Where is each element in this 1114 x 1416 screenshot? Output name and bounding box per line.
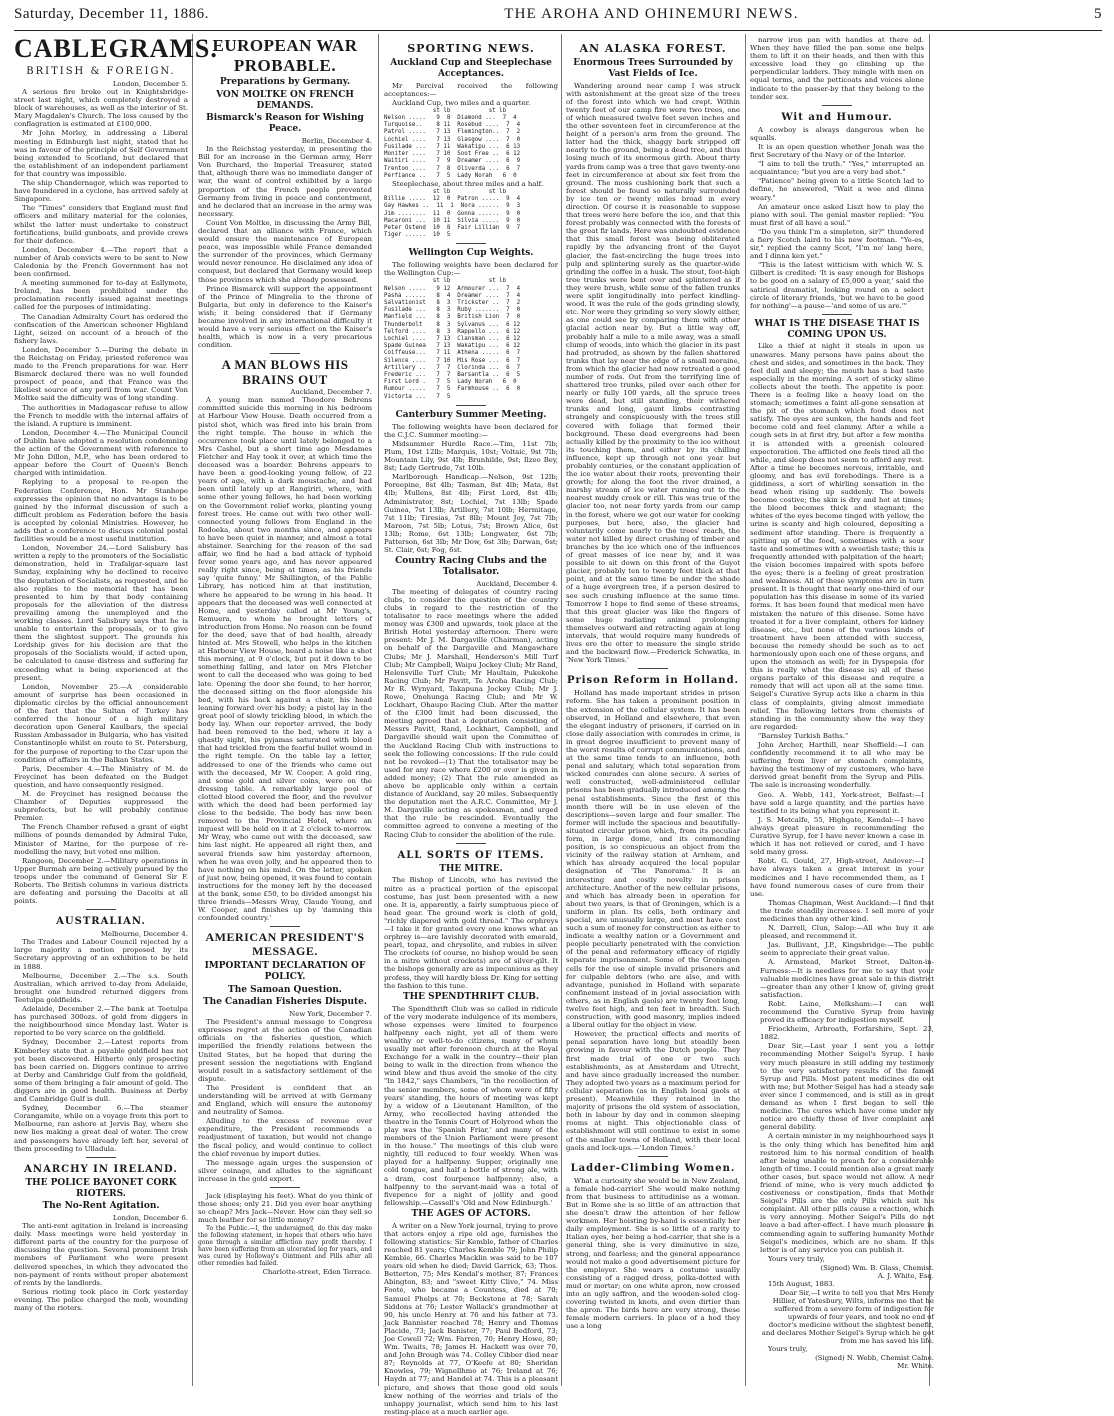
- column-sporting: [384, 36, 558, 1416]
- article-body: [14, 88, 188, 905]
- kicker: Bismarck's Reason for Wishing Peace.: [206, 113, 364, 135]
- article-body: [384, 876, 558, 989]
- paragraph: The Canadian Admiralty Court has ordered the confiscation of the American schooner Highland Light, seized on account of a breach of the fishery laws.: [14, 312, 188, 345]
- paragraph: Holland has made important strides in prison reform. She has taken a prominent position in the extension of the cellular system. It has been observed, in Holland and elsewhere, that even the elegant industry of prisoners, if carried on in close daily association with comrades in crime, is in great degree insufficient to prevent many of the worst results of corrupt communications, and at the same time tends to an influence, both penal and salutary, which total separation from wicked comrades can alone secure. A series of well constructed, well-administered cellular prisons has been gradually introduced among the penal establishments. Since the first of this month there will be in use eleven of the descriptions—seven large and four smaller. The former will include the spacious and beautifully-situated circular prison which, from its peculiar form, in large dome, and its commanding position, is so conspicuous an object from the vicinity of the railway station at Arnhem, and which has already acquired the local popular designation of 'The Panorama.' It is an interesting and costly novelty in prison architecture. Another of the new cellular prisons, and which has already been in operation for about two years, is that of Groningen, which is a uniform in plan. Its cells, both ordinary and special, are unusually large, and most have cost such a sum of money for construction as either to indicate a wealthy nation or a Government and people peculiarly penetrated with the conviction of the penal and reformatory efficacy of rigidly separate imprisonment. Some of the Groningen cells for the use of simple invalid prisoners and for culpable debtors (who are also, and with advantage, punished in Holland with separate confinement instead of in jovial association with others, as in English gaols) are twenty feet long, twelve feet high, and ten feet in breadth. Such construction, with good masonry, implies indeed a liberal outlay for the object in view.: [566, 689, 740, 1030]
- paragraph: "Patience" being given to a little Scotch lad to define, he answered, "Wait a wee and dinna weary.": [750, 177, 924, 202]
- paragraph: To the Public.—I, the undersigned, do this day make the following statement, in hopes that others who have gone through a similar affliction may profit thereby. I have been suffering from an ulcerated leg for years, and was cured by Holloway's Ointment and Pills after all other remedies had failed.: [198, 1225, 372, 1268]
- wit-humour-headline: Wit and Humour.: [781, 111, 893, 123]
- date: Dear Sir,—I write to tell you that Mrs Henry Hillier, of Yatesbury, Wilts, informs me that he suffered from a severe form of indigestion for upwards of four years, and took no end of doctor's medicine without the slightest benefit, and declares Mother Seigel's Syrup which he got from me has saved his life.: [761, 1289, 934, 1345]
- paragraph: Jack (displaying his feet). What do you think of those shoes; only 21. Did you ever hear anything so cheap? Mrs Jack—Never. How can they sell so much leather for so little money?: [198, 1192, 372, 1225]
- paragraph: London, December 4.—The report that a number of Arab convicts were to be sent to New Caledonia by the French Government has not been confirmed.: [14, 245, 188, 279]
- article-body: [384, 261, 558, 277]
- article-body: [750, 36, 924, 101]
- kicker: THE POLICE BAYONET CORK RIOTERS.: [25, 1177, 177, 1199]
- paragraph: A. Armstead, Market Street, Dalton-in-Furness:—It is needless for me to say that your valuable medicines have great sale in this district—greater than any other I know of, giving great satisfaction.: [760, 958, 934, 999]
- paragraph: Serious rioting took place in Cork yesterday evening. The police charged the mob, wounding many of the rioters.: [14, 1287, 188, 1313]
- masthead-rule: [14, 30, 1102, 31]
- paragraph: Like a thief at night it steals in upon us unawares. Many persons have pains about the chest and sides, and sometimes in the back. They feel dull and sleepy; the mouth has a bad taste especially in the morning. A sort of sticky slime collects about the teeth. The appetite is poor. There is a feeling like a heavy load on the stomach; sometimes a faint all-gone sensation at the pit of the stomach which food does not satisfy. The eyes are sunken, the hands and feet become cold and feel clammy. After a while a cough sets in at first dry, but after a few months it is attended with a greenish coloured expectoration. The afflicted one feels tired all the while, and sleep does not seem to afford any rest. After a time he becomes nervous, irritable, and gloomy, and has evil forebodings. There is a giddiness, a sort of whirling sensation in the head when rising up suddenly. The bowels become costive; the skin is dry and hot at times; the blood becomes thick and stagnant; the whites of the eyes become tinged with yellow, the urine is scanty and high coloured, depositing a sediment after standing. There is frequently a spitting up of the food, sometimes with a sour taste and sometimes with a sweetish taste; this is frequently attended with palpitation of the heart; the vision becomes impaired with spots before the eyes; there is a feeling of great prostration and weakness. All of these symptoms are in turn present. It is thought that nearly one-third of our population has this disease in some of its varied forms. It has been found that medical men have mistaken the nature of this disease. Some have treated it for a liver complaint, others for kidney disease, etc., but none of the various kinds of treatment have been attended with success, because the remedy should be such as to act harmoniously upon each one of these organs, and upon the stomach as well; for in Dyspepsia (for this is really what the disease is) all of these organs partake of this disease and require a remedy that will act upon all at the same time. Seigel's Curative Syrup acts like a charm in this class of complaints, giving almost immediate relief. The following letters from chemists of standing in the community show the way they are regarded:: [750, 342, 924, 731]
- steeplechase-table: st lb st lb Billie ..... 12 0 Patron ..... 9 4 Gay Hawkes .. 11 1 Nora ...... 9 3 Jim ........ 11 0 Gonna ...... 9 0 Macaroni ... 10 11 Silvia ..... 9 0 Peter Ostend 10 8 Fair Lillian 9 7 Tiger ...... 10 5: [384, 189, 521, 239]
- alaska-forest-headline: AN ALASKA FOREST.: [579, 42, 727, 55]
- suicide-headline: A MAN BLOWS HIS BRAINS OUT: [221, 357, 349, 388]
- paragraph: Jas. Bullivant, J.P., Kingsbridge:—The public seem to appreciate their great value.: [760, 941, 934, 958]
- paragraph: The "Times" considers that England must find officers and military material for the colonies, whilst the latter must undertake to construct fortifications, build gunboats, and provide crews for their defence.: [14, 204, 188, 245]
- paragraph: Marlborough Handicap.—Nelson, 9st 12lb; Poreepine, 8st 4lb; Tasman, 8st 4lb; Mata, 8st 4lb; Mullens, 8st 4lb; First Lord, 8st 4lb; Administrator, 8st; Lochiel, 7st 13lb; Spade Guinea, 7st 13lb; Artillery, 7st 10lb; Hermitage, 7st 11lb; Tiresias, 7st 8lb; Mount Joy, 7st 7lb; Maroon, 7st 5lb; Lotus, 7st; Brown Alice, 6st 13lb; Rome, 6st 13lb; Longwater, 6st 7lb; Patterson, 6st 3lb; Mr Dow, 6st 3lb; Darwan, 6st; St. Clair, 6st; Fog, 6st.: [384, 473, 558, 555]
- paragraph: Adelaide, December 2.—The bank at Teetulpa has purchased 300ozs. of gold from diggers in the neighbourhood since Monday last. Water is reported to be very scarce on the goldfield.: [14, 1005, 188, 1038]
- paragraph: The ship Chandernagor, which was reported to have foundered in a cyclone, has arrived safely at Singapore.: [14, 179, 188, 204]
- paragraph: J. S. Metcalfe, 55, Highgate, Kendal:—I have always great pleasure in recommending the Curative Syrup, for I have never known a case in which it has not relieved or cured, and I have sold many gross.: [750, 815, 924, 857]
- article-body: [198, 1192, 372, 1267]
- paragraph: "Barnsley Turkish Baths.": [758, 731, 849, 740]
- paragraph: The Spendthrift Club was so called in ridicule of the very moderate indulgence of its members, whose expenses were limited to fourpence halfpenny each night, yet all of them were wealthy or well-to-do citizens, many of whom usually met after forenoon church at the Royal Exchange for a walk in the country—their plan being to walk in the direction from whence the wind blew and thus avoid the smoke of the city. "In 1842," says Chambers, "in the recollection of the senior members, some of whom were of fifty years' standing, the hours of meeting was kept by a widow of a Lieutenant Hamilton, of the Army, who recollected having attended the theatre in the Tennis Court of Holyrood when the play was the 'Spanish Friar,' and many of the members of the Union Parliament were present in the house." The meetings of this club were nightly, till reduced to four weekly. When was played for a halfpenny. Supper, originally one cold tongue, and half a bottle of strong ale, with a dram, cost fourpence halfpenny; also, a halfpenny to the servant-maid was a total of fivepence for a night of jollity and good fellowship.—Cassell's 'Old and New Edinburgh.': [384, 1004, 558, 1207]
- paragraph: A serious fire broke out in Knightsbridge-street last night, which completely destroyed a block of warehouses, as well as the interior of St. Mary Magdalen's Church. The loss caused by the conflagration is estimated at £100,000.: [14, 88, 188, 129]
- article-body: [566, 689, 740, 1151]
- separator: [822, 314, 852, 315]
- article-body: [384, 1222, 558, 1416]
- page-number: 5: [1094, 6, 1102, 22]
- paragraph: Replying to a proposal to re-open the Federation Conference, Hon. Mr Stanhope expresses the opinion that no advantage is to be gained by the informal discussion of such a difficult problem as Federation before the basis is accepted by colonial Ministries. However, he adds that a conference to discuss colonial postal facilities would be a most useful institution.: [14, 478, 188, 544]
- paragraph: Dear Sir,—Last year I sent you a letter recommending Mother Seigel's Syrup. I have very much pleasure in still adding my testimony to the very satisfactory results of the famed Syrup and Pills. Most patent medicines die out with me; but Mother Seigel has had a steady sale ever since I commenced, and is still as in great demand as when I first began to sell the medicine. The cures which have come under my notice are chiefly those of liver complaint and general debility.: [760, 1042, 934, 1132]
- disease-headline: WHAT IS THE DISEASE THAT IS COMING UPON US.: [754, 318, 920, 340]
- kicker: THE SPENDTHRIFT CLUB.: [402, 991, 540, 1002]
- kicker: THE AGES OF ACTORS.: [411, 1208, 531, 1219]
- column-divider: [378, 34, 379, 1386]
- separator: [456, 243, 486, 244]
- dateline: London, December 6.: [112, 1214, 188, 1223]
- paragraph: A meeting summoned for to-day at Eallymote, Ireland, has been prohibited under the proclamation recently issued against meetings called for the purposes of intimidating.: [14, 279, 188, 312]
- masthead: [14, 6, 1102, 28]
- paragraph: What a curiosity she would be in New Zealand, a female hod-carrier! She would make nothing from that business to attitudinise as a woman. But in Rome she is so little of an attraction that she doesn't draw the attention of her fellow workmen. Her hoisting by-hand is essentially her daily employment. She is so little of a rarity to Italian eyes, her being a hod-carrier, that she is a general thing, she is very diminutive in size, strong, and fearless; and the general appearance would not make a good advertisement picture for the employer. She wears a costume usually consisting of a ragged dress, polka-dotted with mud or mortar; on one white apron, now crossed into an ugly saffron, and the wooden-soled clog-covering twisted in knots, and even dirtier than the apron. The birds here are very strong, these female modern carriers. In place of a hod they use a long: [566, 1176, 740, 1331]
- australian-heading: AUSTRALIAN.: [56, 916, 146, 928]
- column-wit-disease: [750, 36, 1102, 1386]
- kicker: The Samoan Question.: [228, 984, 342, 995]
- anarchy-heading: ANARCHY IN IRELAND.: [24, 1163, 178, 1175]
- paragraph: Friockheim, Arbroath, Forfarshire, Sept. 23, 1882.: [760, 1025, 934, 1042]
- paragraph: "Do you think I'm a simpleton, sir?" thundered a fiery Scotch laird to his new footman. "Ye-es, sir," replied the canny Scot, "I'm no' lang here, and I dinna ken yet.": [750, 227, 924, 261]
- column-wit-disease-right: [760, 899, 934, 1371]
- kicker: Enormous Trees Surrounded by Vast Fields of Ice.: [573, 58, 733, 79]
- column-divider: [745, 34, 746, 1386]
- signature: A. J. White, Esq.: [877, 1271, 934, 1280]
- paragraph: 15th August, 1883.: [768, 1279, 835, 1288]
- paragraph: Sydney, December 6.—The steamer Corangamite, while on a voyage from this port to Melbourne, ran ashore at Jervis Bay, where she now lies making a great deal of water. The crew and passengers have already left her, several of them proceeding to Ulladula.: [14, 1104, 188, 1153]
- paragraph: N. Darrell, Clun, Salop:—All who buy it are pleased, and recommend it.: [760, 924, 934, 941]
- issue-date: Saturday, December 11, 1886.: [14, 6, 209, 22]
- article-body: [566, 82, 740, 665]
- article-body: [198, 145, 372, 349]
- article-body: [760, 1280, 934, 1288]
- ladder-women-headline: Ladder-Climbing Women.: [570, 1162, 736, 1174]
- kicker: The No-Rent Agitation.: [42, 1201, 160, 1212]
- article-body: [14, 938, 188, 1152]
- kicker: Preparations by Germany.: [219, 77, 351, 88]
- paragraph: A cowboy is always dangerous when he squalls.: [750, 125, 924, 142]
- paragraph: Yours very truly,: [768, 1254, 825, 1263]
- paragraph: John Archer, Harthill, near Sheffield:—I can confidently recommend it to all who may be suffering from liver or stomach complaints, having the testimony of my customers, who have derived great benefit from the Syrup and Pills. The sale is increasing wonderfully.: [750, 741, 924, 790]
- article-body: [566, 1177, 740, 1331]
- paragraph: Robt. G. Gould, 27, High-street, Andover:—I have always taken a great interest in your medicines and I have recommended them, as I have found numerous cases of cure from their use.: [750, 857, 924, 898]
- dateline: Auckland, December 4.: [476, 579, 558, 588]
- kicker: THE MITRE.: [439, 863, 503, 874]
- paragraph: The meeting of delegates of country racing clubs, to consider the question of the country clubs in regard to the restriction of the totalisator to race meetings where the added money was £300 and upwards, took place at the British Hotel yesterday afternoon. There were present: Mr J. M. Dargaville (Chairman), acting on behalf of the Dargaville and Mangawhare Clubs; Mr J. Marshall, Henderson's Mill Turf Club; Mr Campbell, Waipu Jockey Club; Mr Rand, Helensville Turf Club; Mr Haultain, Pukekohe Racing Club; Mr Pavitt, Te Aroha Racing Club; Mr R. Wynyard, Takapuna Jockey Club; Mr J. Rowe, Onehunga Racing Club; and Mr W. Lockhart, Ohaupo Racing Club. After the matter of the £300 limit had been discussed, the meeting agreed that a deputation consisting of Messrs Pavitt, Rand, Lockhart, Campbell, and Dargaville should wait upon the Committee of the Auckland Racing Club with instructions to seek the following concessions: If the rule could not be revoked—(1) That the totalisator may be used for any race where £200 or over is given in added money; (2) That the rule amended as above be applicable only within a certain distance of Auckland, say 20 miles. Subsequently the deputation met the A.R.C. Committee, Mr J. M. Dargaville acting as spokesman, and urged that the rule be rescinded. Eventually the committee agreed to convene a meeting of the Racing Club to consider the abolition of the rule.: [384, 587, 558, 839]
- column-divider: [192, 34, 193, 1386]
- column-alaska-forest: [566, 36, 740, 1386]
- article-body: [384, 180, 558, 188]
- article-body: [760, 1345, 934, 1353]
- paragraph: The anti-rent agitation in Ireland is increasing daily. Mass meetings were held yesterday in different parts of the country for the purpose of discussing the question. Several prominent Irish members of Parliament who were present delivered speeches, in which they advocated the non-payment of rents without proper abatement of rents by the landlords.: [14, 1222, 188, 1287]
- article-body: [14, 1222, 188, 1312]
- paragraph: An amateur once asked Liszt how to play the piano with soul. The genial master replied: "You must first of all have a soul.": [750, 202, 924, 227]
- paragraph: Prince Bismarck will support the appointment of the Prince of Mingrelia to the throne of Bulgaria, but only in deference to the Kaiser's wish; it being considered that if Germany became involved in any international difficulty it would have a very serious effect on the Kaiser's health, which is now in a very precarious condition.: [198, 284, 372, 350]
- signature: (Signed) N. Webb, Chemist Calne.: [815, 1354, 934, 1363]
- separator: [86, 1157, 116, 1158]
- paragraph: Rangoon, December 2.—Military operations in Upper Burmah are being actively pursued by the troops under the command of General Sir F. Roberts. The British columns in various districts are defeating and pursuing the Dacoits at all points.: [14, 856, 188, 906]
- all-sorts-headline: ALL SORTS OF ITEMS.: [397, 849, 545, 861]
- dateline: Berlin, December 4.: [301, 137, 372, 146]
- auckland-cup-table: st lb st lb Nelson ..... 9 8 Diamond ... 7 4 Turquoise.. 8 11 Rosebud .... 7 4 Patrol ..... 7 13 Flemington.. 7 2 Lochiel .... 7 13 Glasgow .... 7 0 Fusilade ... 7 11 Wakatipu ... 6 13 Moniter .... 7 10 Soot Free .. 6 12 Waitiri .... 7 9 Dreamer .... 6 9 Trenton .... 7 8 Oliverda ... 6 7 Perfiance .. 7 5 Lady Norah 6 0: [384, 107, 521, 179]
- paragraph: narrow iron pan with handles at there ad. When they have filled the pan some one helps them to lift it on their heads, and then with this excessive load they go climbing up the perpendicular ladders. They mingle with men on equal terms, and the petticoats and voices alone indicate to the passer-by that they belong to the tender sex.: [750, 36, 924, 101]
- signature: (Signed) Wm. B. Glass, Chemist.: [820, 1263, 934, 1272]
- paragraph: A young man named Theodore Behrens committed suicide this morning in his bedroom at Harbour View House. Death occurred from a pistol shot, which was fired into his brain from the right temple. The house in which the occurrence took place until lately belonged to a Mrs Cashel, but a short time ago Mesdames Fletcher and Hay took it over, at which time the deceased was a boarder. Behrens appears to have been a good-looking young fellow, of 22 years of age, with a dark moustache, and had been until lately up at Rangiriri, where, with some other young fellows, he had been working on the Government relief works, planting young forest trees. He came out with two other well-connected young fellows from England in the Rodoeka, about two months since, and appears to have been quiet in manner, and almost a total abstainer. Searching for the reason of the sad affair, we find he had a bad attack of typhoid fever some years ago, and has never appeared really right since, being at times, as his friends say 'quite funny.' Mr Shillington, of the Public Library, has noticed him at that institution, where he appeared to be wrong in his head. It appears that the deceased was well connected at Home, and yesterday called at Mr Young's, Remuera, to whom he brought letters of introduction from Home. No reason can be found for the deed, save that of bad health, already hinted at. Mrs Stowell, who helps in the kitchen at Harbour View House, heard a noise like a shot this morning, at 9 o'clock, but put it down to be something falling, and later on Mrs Fletcher went to call the deceased who was going to bed late. Opening the door she found, to her horror, the deceased sitting on the floor alongside his bed, with his back against a chair, his head leaning forward over his body; a pistol lay in the great pool of slowly trickling blood, in which the body lay. When our reporter arrived, the body had been removed to the bed, where it lay a ghastly sight, his pyjamas saturated with blood that had trickled from the fearful bullet wound in the right temple. On the table lay a letter, addressed to one of the friends who came out with the deceased, Mr W. Cooper. A gold ring, and some gold and silver coins, were on the dressing table. A remarkably large pool of clotted blood covered the floor, and the revolver with which the deed had been performed lay close to the bedside. The body has now been removed to the Provincial Hotel, where an inquest will be held on it at 2 o'clock to-morrow. Mr Wray, who came out with the deceased, saw him last night. He appeared all right then, and several friends saw him yesterday afternoon, when he was even jolly, and he appeared then to have nothing on his mind. On the letter, spoken of just now, being opened, it was found to contain instructions for the money left by the deceased at the bank, some £50, to be divided amongst his three friends—Messrs Wray, Claude Young, and W. Cooper, and finishes up by 'damning this confounded country.': [198, 396, 372, 923]
- kicker: Wellington Cup Weights.: [408, 248, 534, 259]
- kicker: Canterbury Summer Meeting.: [395, 409, 547, 420]
- paragraph: The President's annual message to Congress expresses regret at the action of the Canadian officials on the fisheries question, which imperilled the friendly relations between the United States, but he hoped that during the present session the negotiations with England would result in a satisfactory settlement of the dispute.: [198, 1018, 372, 1083]
- dateline: New York, December 7.: [289, 1010, 372, 1019]
- paragraph: London, December 4.—The Municipal Council of Dublin have adopted a resolution condemning the action of the Government with reference to Mr John Dillon, M.P., who has been ordered to appear before the Court of Queen's Bench charged with intimidation.: [14, 428, 188, 478]
- separator: [638, 668, 668, 669]
- kicker: Auckland Cup and Steeplechase Acceptances.: [390, 58, 552, 79]
- paragraph: A certain minister in my neighbourhood says it is the only thing which has benefited him and restored him to his normal condition of health after being unable to preach for a considerable length of time. I could mention also a great many other cases, but space would not allow. A near friend of mine, who is very much addicted to costiveness or constipation, finds that Mother Seigel's Pills are the only Pills which suit his complaint. All other pills cause a reaction, which is very annoying. Mother Seigel's Pills do not leave a bad after-effect. I have much pleasure in commending again to suffering humanity Mother Seigel's medicines, which are no sham. If this letter is of any service you can publish it.: [760, 1132, 934, 1254]
- kicker: IMPORTANT DECLARATION OF POLICY.: [204, 960, 366, 982]
- paragraph: Mr Percival received the following acceptances:—: [384, 81, 558, 98]
- column-cablegrams: [14, 34, 218, 1386]
- article-body: [384, 588, 558, 839]
- separator: [270, 1187, 300, 1188]
- separator: [456, 843, 486, 844]
- prison-reform-headline: Prison Reform in Holland.: [566, 675, 740, 687]
- dateline: London, December 5.: [112, 80, 188, 88]
- paragraph: Steeplechase, about three miles and a half.: [392, 179, 544, 188]
- article-body: [384, 1005, 558, 1207]
- paragraph: The authorities in Madagascar refuse to allow the French to meddle with the internal affairs of the island. A rupture is imminent.: [14, 403, 188, 428]
- article-body: [198, 1018, 372, 1183]
- paragraph: Sydney, December 2.—Latest reports from Kimberley state that a payable goldfield has not yet been discovered. Hitherto only prospecting has been carried on. Diggers continue to arrive at Derby and Cambridge Gulf from the goldfield, some of them bringing a fair amount of gold. The diggers are in good health. Business at Derby and Cambridge Gulf is dull.: [14, 1038, 188, 1104]
- paragraph: The Bishop of Lincoln, who has revived the mitre as a practical portion of the episcopal costume, has just been presented with a new one. It is, apparently, a fairly sumptuous piece of head gear. The ground work is cloth of gold, "richly diapered with gold thread." The orphreys—I take it for granted every one knows what an orphrey is—are lavishly decorated with emerald, pearl, topaz, and chrysolite, and rubies in silver. The crockets (of course, no bishop would be seen in a mitre without crockets) are of silver-gilt. It the bishops generally are as impecunious as they profess, they will hardly bless Dr. King for setting the fashion to this tune.: [384, 876, 558, 990]
- paragraph: Geo. A. Webb, 141, York-street, Belfast:—I have sold a large quantity, and the parties have testified to its being what you represent it.: [750, 790, 924, 815]
- paragraph: "I aim to tell the truth." "Yes," interrupted an acquaintance; "but you are a very bad shot.": [750, 160, 924, 177]
- kicker: VON MOLTKE ON FRENCH DEMANDS.: [216, 89, 354, 111]
- european-war-headline: EUROPEAN WAR PROBABLE.: [212, 36, 358, 75]
- paragraph: Auckland Cup, two miles and a quarter.: [392, 98, 531, 107]
- cablegrams-headline: CABLEGRAMS.: [14, 34, 218, 63]
- separator: [456, 405, 486, 406]
- column-wit-disease-left: [750, 36, 924, 899]
- signature: Mr. White.: [897, 1362, 934, 1371]
- paragraph: London, November 24.—Lord Salisbury has written a reply to the promoters of the Socialistic demonstration, held in Trafalgar-square last Sunday, explaining why he declined to receive the deputation of Socialists, as requested, and he also replies to the memorial that has been presented to him by that body containing proposals for the alleviation of the distress prevailing among the unemployed and the working classes. Lord Salisbury says that he is unable to entertain the proposals, or to give them the slightest support. The grounds his Lordship gives for his decision are that the proposals of the Socialists would, if acted upon, be calculated to cause distress and suffering far exceeding what is being experienced at the present.: [14, 544, 188, 682]
- article-body: [750, 126, 924, 310]
- paragraph: A writer on a New York journal, trying to prove that actors enjoy a ripe old age, furnishes the following statistics: Sir Kemble, father of Charles reached 81 years; Charles Kemble 79; John Philip Kemble, 66. Charles Macklin was said to be 107 years old when he died; David Garrick, 63; Thos. Betterton, 75; Mrs Kendal's mother, 87; Frances Abington, 83; and "sweet Kitty Clive," 74. Miss Foote, who became a Countess, died at 70; Samuel Phelps at 70; Beckstone at 78; Sarah Siddons at 76; Lester Wallack's grandmother at 90, his uncle Henry at 76 and his father at 73. Jack Bannister reached 78; Henry and Thomas Placide, 73; Jack Banister, 77; Paul Bedford, 73; Joe Cowell 72; Wm. Farren, 70; Henry Howe, 80; Wm. Twaits, 78; James H. Hackett was over 70, and John Brough was 74. Colley Cibber died near 87; Reynolds at 77, O'Keefe at 80; Sheridan Knowles, 79; Wignellhmo at 76; Ireland at 76; Haydn at 77; and Handel at 74. This is a pleasant picture, and shows that those good old souls knew nothing of the worries and trials of the unhappy journalist, which send him to his last resting-place at a much earlier age.: [384, 1221, 558, 1416]
- article-body: [760, 899, 934, 1263]
- paragraph: The message again urges the suspension of silver coinage, and alludes to the significant increase in the gold export.: [198, 1158, 372, 1183]
- paragraph: Count Von Moltke, in discussing the Army Bill, declared that an alliance with France, which would ensure the maintenance of European peace, was impossible while France demanded the surrender of the provinces, which Germany would never renounce. He disclaimed any idea of conquest, but declared that Germany would keep those provinces which she already possessed.: [198, 218, 372, 284]
- article-body: [384, 82, 558, 107]
- separator: [822, 105, 852, 106]
- separator: [638, 1156, 668, 1157]
- paragraph: The following weights have been declared for the Wellington Cup:—: [384, 261, 558, 278]
- article-body: [198, 396, 372, 922]
- president-message-headline: AMERICAN PRESIDENT'S MESSAGE.: [205, 930, 365, 959]
- dateline: Auckland, December 7.: [290, 388, 372, 397]
- paragraph: It is an open question whether Jonah was the first Secretary of the Navy or of the Interior.: [750, 142, 924, 160]
- paragraph: The Trades and Labour Council rejected by a large majority a motion proposed by its Secretary approving of an exhibition to be held in 1888.: [14, 938, 188, 971]
- paragraph: Yours truly,: [768, 1345, 808, 1353]
- paragraph: M. de Freycinet has resigned because the Chamber of Deputies suppressed the subprefects, but he will probably continue Premier.: [14, 789, 188, 823]
- paragraph: Robt. Laine, Melksham:—I can well recommend the Curative Syrup from having proved its efficacy for indigestion myself.: [760, 999, 934, 1025]
- signature: Charlotte-street, Eden Terrace.: [262, 1268, 372, 1277]
- paragraph: Paris, December 4.—The Ministry of M. de Freycinet has been defeated on the Budget question, and have consequently resigned.: [14, 764, 188, 789]
- wellington-cup-table: st lb st lb Nelson ..... 9 12 Armourer ... 7 4 Pasha ...... 8 4 Dreamer .... 7 4 Salvationist 8 3 Trickster .. 7 2 Fusilade ... 8 3 Ruby ....... 7 0 Manfield ... 8 3 British Lion 7 0 Thunderbolt 8 3 Sylvanus ... 6 12 Telford .... 8 3 Rappello ... 6 12 Lochiel .... 7 13 Clansman ... 6 12 Spade Guinea 7 13 Wakatipu ... 6 12 Coiffeuse... 7 11 Athena ..... 6 7 Silence .... 7 10 Mis Rose ... 6 7 Artillery .. 7 7 Clorinda ... 6 7 Frederic ... 7 7 Barsantla .. 6 5 First Lord . 7 5 Lady Norah 6 0 Rumour ..... 7 5 Farmhouse .. 6 0 Victoria ... 7 5: [384, 278, 521, 400]
- paragraph: London, December 5.—During the debate in the Reichstag on Friday, priested reference was made to the French preparations for war. Herr Bismarck declared there was no well founded prospect of peace, and that France was the likeliest source of any peril from war. Count Von Moltke said the difficulty was of long standing.: [14, 345, 188, 403]
- paragraph: In the Reichstag yesterday, in presenting the Bill for an increase in the German army, Herr Von Burchard, the Imperial Treasurer, stated that, although there was no immediate danger of war, the want of control exhibited by a large proportion of the French people prevented Germany from living in peace and contentment, and he declared that an increase in the army was necessary.: [198, 145, 372, 218]
- paragraph: Wandering around near camp I was struck with astonishment at the great size of the trees of the forest into which we had crept. Within twenty feet of our camp fire were two trees, one of which measured twelve feet seven inches and the other seventeen feet in circumference at the height of a person's arm from the ground. The latter had the thick, shaggy bark stripped off nearly to the ground, being a dead tree, and thus losing much of its enormous girth. About thirty yards from camp was a tree that gave twenty-one feet in circumference at about six feet from the ground. The moss cushioning bark that such a forest should be found so naturally surrounded by ice ten or twenty miles broad in every direction. Of course it is reasonable to suppose that trees were here before the ice, and that this forest probably was connected with the forests of the great fir lands. Here was undoubted evidence that this small forest was being obliterated rapidly by the advancing front of the Guyot glacier, the fast-encircling the huge trees into pulp and splintering surely as the quarter-wide grinding the coffee in a husk. The stout, foot-high tree trunks were bent over and splintered as if they were brush, while some of the fallen trunks were split longitudinally into perfect kindling-wood. It was the rule of the gods grinding slowly, etc. Nor were they grinding so very slowly either, as one could see by comparing them with other glacial action near by. But a little way off, probably half a mile to a mile away, was a small clump of woods, into which the glacier in its past had protruded, as shown by the fallen shattered trunks that lay near the edge of a small moraine, from which the glacier had now retreated a good number of rods. Out from the terrifying line of shattered tree trunks, piled over each other for nearly or fully 100 yards, all the spruce trees were dead, but still standing, their withered trunks and long, gaunt limbs contrasting strangely and conspicuously with the trees still covered with foliage that formed their background. These dead evergreens had been actually killed by the proximity to the ice without its touching them, and either by its chilling influence, kept up through not one year but probably centuries, or the constant application of the ice water about their roots, preventing their growth; for along the foot the river drained, a marshy stream of ice water running out to the nearest muddy creek or rill. This was true of the glacier too, not near forty yards from our camp in the forest, where we got our water for cooking purposes, but here, also, the glacier had voluntarily come nearly to the trees' reach, the water not killed by direct crushing of timber and branches by the ice which one of the influences of great masses of ice near by, and it was possible to sit down on this front of the Guyot glacier, probably ten to twenty feet thick at that point, and at the same time be under the shade of a huge evergreen tree, if a person desired to see such crushing influence at the same time. Tomorrow I hope to find some of these streams, that this great glacier was like the fingers of some huge radiating animal prolonging themselves outward and retracting again at long intervals, that would require many hundreds of lives ere the otter to measure the single stride and the backward flow.—Frederick Schwatka, in 'New York Times.': [566, 81, 740, 665]
- paragraph: Alluding to the excess of revenue over expenditure, the President recommends a readjustment of taxation, but would not change the fiscal policy, and would continue to collect the chief revenue by import duties.: [198, 1117, 372, 1158]
- paragraph: The following weights have been declared for the C.J.C. Summer meeting:—: [384, 422, 558, 439]
- kicker: Country Racing Clubs and the Totalisator.: [395, 556, 547, 577]
- paragraph: Thomas Chapman, West Auckland:—I find that the trade steadily increases. I sell more of your medicines than any other kind.: [760, 898, 934, 923]
- column-divider: [561, 34, 562, 1386]
- paragraph: Midsummer Hurdle Race.—Tim, 11st 7lb; Plum, 10st 12lb; Marquis, 10st; Voltaic, 9st 7lb; Mountain Lily, 9st 4lb; Brunhilde, 9st; Ilzeo Bey, 8st; Lady Gertrude, 7st 10lb.: [384, 439, 558, 473]
- sporting-news-headline: SPORTING NEWS.: [407, 42, 535, 55]
- paragraph: London, November 25.—A considerable amount of surprise has been occasioned in diplomatic circles by the official announcement of the fact that the Sultan of Turkey has conferred the honour of a high military decoration upon General Kaulbars, the special Russian Ambassador in Bulgaria, who has visited Constantinople whilst en route to St. Petersburg, for the purpose of reporting to the Czar upon the condition of affairs in the Balkan States.: [14, 682, 188, 764]
- article-body: [384, 423, 558, 555]
- separator: [270, 353, 300, 354]
- article-body: [750, 342, 924, 897]
- kicker: The Canadian Fisheries Dispute.: [202, 997, 368, 1008]
- paragraph: However, the practical effects and merits of penal separation have long but steadily been growing in favour with the Dutch people. They first made trial of one or two such establishments, as at Amsterdam and Utrecht, and have since gradually increased the number. They adopted two years as a maximum period for cellular separation (as in English local gaols at present). Meanwhile they retained in the majority of prisons the old system of association, both in labour by day and in common sleeping rooms at night. This objectionable class of establishment will still continue to exist in some of the smaller towns of Holland, with their local gaols and lock-ups.—'London Times.': [566, 1030, 740, 1152]
- separator: [86, 909, 116, 910]
- paragraph: Mr John Morley, in addressing a Liberal meeting in Edinburgh last night, stated that he was in favour of the principle of Self Government being extended to Scotland, but declared that the establishment of an independent parliament for that country was impossible.: [14, 129, 188, 178]
- separator: [270, 926, 300, 927]
- paragraph: The French Chamber refused a grant of eight millions of pounds demanded by Admiral Tuke, Minister of Marine, for the purpose of re-modelling the navy, but voted one million.: [14, 823, 188, 856]
- british-foreign-subhead: BRITISH & FOREIGN.: [26, 66, 176, 77]
- newspaper-title: THE AROHA AND OHINEMURI NEWS.: [504, 6, 799, 22]
- paragraph: "This is the latest witticism with which W. S. Gilbert is credited: 'It is easy enough for Bishops to be good on a salary of £5,000 a year,' said the satirical dramatist, looking round on a select circle of literary friends, 'but we have to be good for nothing'—a pause—'and some of us are.'": [750, 261, 924, 310]
- paragraph: The President is confident that an understanding will be arrived at with Germany and England, which will ensure the autonomy and neutrality of Samoa.: [198, 1083, 372, 1117]
- dateline: Melbourne, December 4.: [100, 930, 188, 939]
- column-european-war: [198, 36, 372, 1386]
- paragraph: Melbourne, December 2.—The s.s. South Australian, which arrived to-day from Adelaide, brought one hundred returned diggers from Teetulpa goldfields.: [14, 971, 188, 1004]
